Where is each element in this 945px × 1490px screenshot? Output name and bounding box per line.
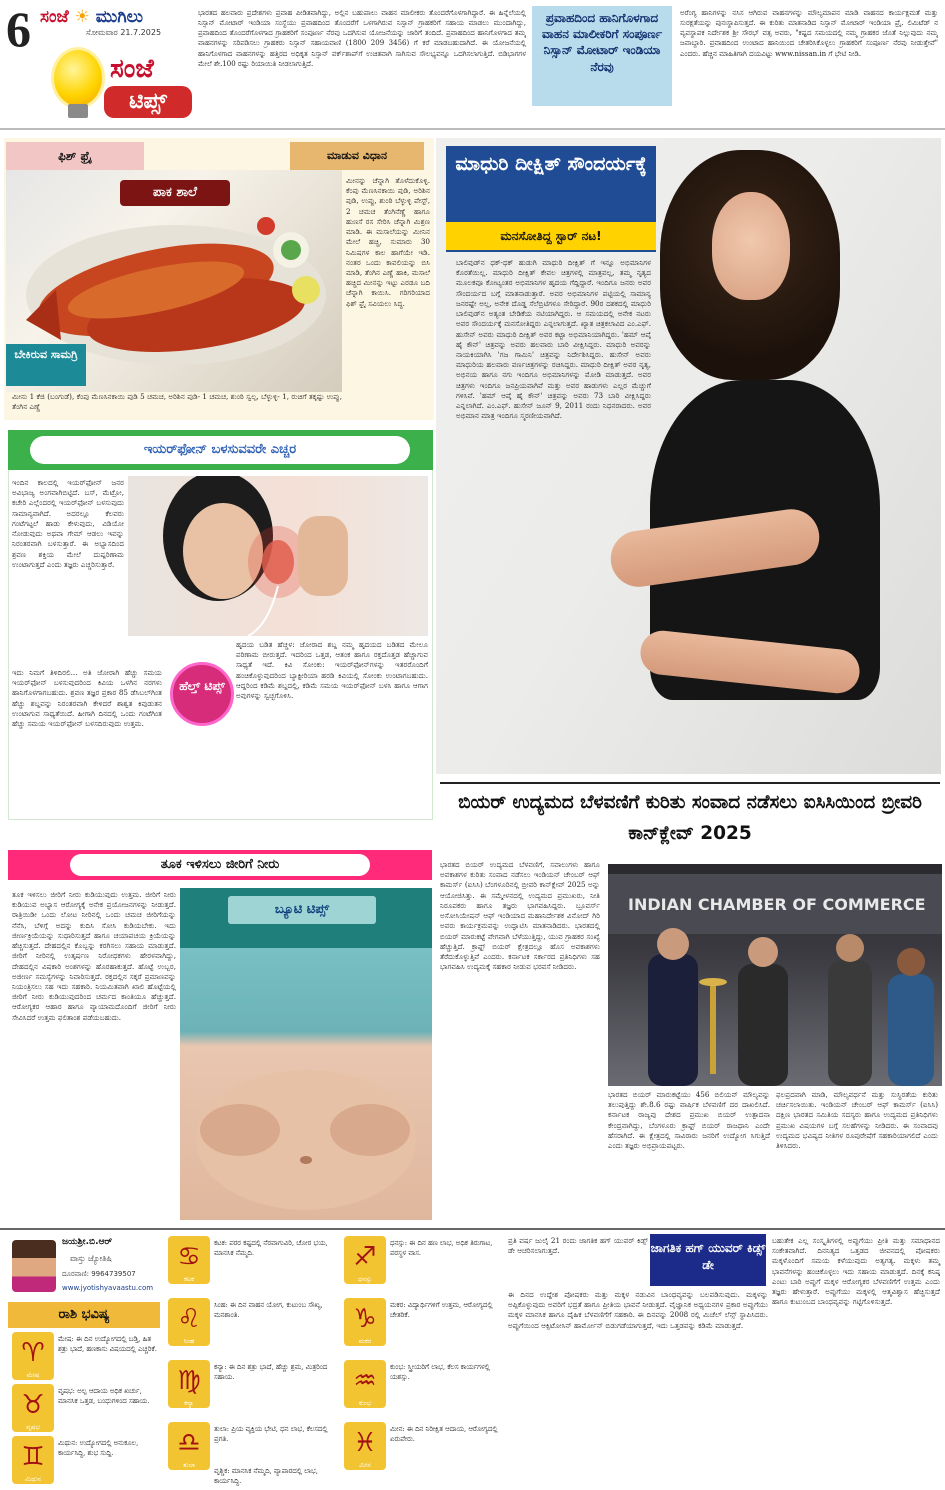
aries-forecast: ಮೇಷ: ಈ ದಿನ ಉದ್ಯೋಗದಲ್ಲಿ ಬಡ್ತಿ, ಹಿತ ಶತ್ರು ಭಾದೆ, ಹಣಕಾಸು ವಿಷಯದಲ್ಲಿ ಎಚ್ಚರಿಕೆ.	[58, 1335, 157, 1353]
madhuri-article-text: ಬಾಲಿವುಡ್‌ನ ಧಕ್-ಧಕ್ ಹುಡುಗಿ ಮಾಧುರಿ ದೀಕ್ಷಿತ್ ಗೆ ಇನ್ನೂ ಅಭಿಮಾನಿಗಳ ಕೊರತೆಯಿಲ್ಲ. ಮಾಧುರಿ ದೀಕ್ಷಿತ್ ಕೇವಲ ಚಿತ್ರಗಳಲ್ಲಿ ಮಾತ್ರವಲ್ಲ, ತಮ್ಮ ನೃತ್ಯದ ಮೂಲಕವೂ ಕೋಟ್ಯಂತರ ಅಭಿಮಾನಿಗಳ ಹೃದಯ ಗೆದ್ದಿದ್ದಾರೆ. ಇಂದಿಗೂ ಜನರು ಅವರ ಸೌಂದರ್ಯದ ಬಗ್ಗೆ ಮಾತನಾಡುತ್ತಾರೆ. ಅವರ ಅಭಿಮಾನಿಗಳ ಪಟ್ಟಿಯಲ್ಲಿ ಸಾಮಾನ್ಯ ಜನರಷ್ಟೇ ಅಲ್ಲ, ಅನೇಕ ದೊಡ್ಡ ಸೆಲೆಬ್ರಿಟಿಗಳೂ ಸೇರಿದ್ದಾರೆ. 90ರ ದಶಕದಲ್ಲಿ ಮಾಧುರಿ ಬಾಲಿವುಡ್‌ನ ಅತ್ಯಂತ ಬೇಡಿಕೆಯ ನಟಿಯಾಗಿದ್ದರು. ಆ ಸಮಯದಲ್ಲಿ ಅನೇಕ ನಟರು ಅವರ ಸೌಂದರ್ಯಕ್ಕೆ ಮನಸೋತಿದ್ದರು ಎನ್ನಲಾಗುತ್ತದೆ. ಖ್ಯಾತ ಚಿತ್ರಕಲಾವಿದ ಎಂ.ಎಫ್. ಹುಸೇನ್ ಅವರು ಮಾಧುರಿ ದೀಕ್ಷಿತ್ ಅವರ ಕಟ್ಟಾ ಅಭಿಮಾನಿಯಾಗಿದ್ದರು. 'ಹಮ್ ಆಪ್ಕೆ ಹೈ ಕೌನ್' ಚಿತ್ರವನ್ನು ಅವರು ಹಲವಾರು ಬಾರಿ ವೀಕ್ಷಿಸಿದ್ದರು. ಮಾಧುರಿ ಅವರನ್ನು ನಾಯಕಿಯಾಗಿಸಿ 'ಗಜ ಗಾಮಿನಿ' ಚಿತ್ರವನ್ನು ನಿರ್ದೇಶಿಸಿದ್ದರು. ಹುಸೇನ್ ಅವರು ಮಾಧುರಿಯ ಹಲವಾರು ವರ್ಣಚಿತ್ರಗಳನ್ನು ರಚಿಸಿದ್ದರು. ಮಾಧುರಿ ದೀಕ್ಷಿತ್ ಅವರ ನೃತ್ಯ, ಅಭಿನಯ ಹಾಗೂ ನಗು ಇಂದಿಗೂ ಅಭಿಮಾನಿಗಳನ್ನು ಮೋಡಿ ಮಾಡುತ್ತದೆ. ಅವರ ಚಿತ್ರಗಳು ಇಂದಿಗೂ ಜನಪ್ರಿಯವಾಗಿವೆ ಮತ್ತು ಅವರ ಹಾಡುಗಳು ಎಲ್ಲರ ಮೆಚ್ಚುಗೆ ಗಳಿಸಿವೆ. 'ಹಮ್ ಆಪ್ಕೆ ಹೈ ಕೌನ್' ಚಿತ್ರವನ್ನು ಅವರು 73 ಬಾರಿ ವೀಕ್ಷಿಸಿದ್ದರು ಎನ್ನಲಾಗಿದೆ. ಎಂ.ಎಫ್. ಹುಸೇನ್ ಜೂನ್ 9, 2011 ರಂದು ನಿಧನರಾದರು. ಅವರ ಅಭಿಮಾನ ಮಾತ್ರ ಇಂದಿಗೂ ಸ್ಮರಣೀಯವಾಗಿದೆ.	[456, 258, 651, 421]
aquarius-forecast: ಕುಂಭ: ಸ್ತ್ರೀಯರಿಗೆ ಲಾಭ, ಕೆಲಸ ಕಾರ್ಯಗಳಲ್ಲಿ ಯಶಸ್ಸು.	[390, 1363, 490, 1381]
taurus-sign-icon: ♉ ವೃಷಭ	[12, 1384, 54, 1432]
masthead-name-2: ಮುಗಿಲು	[95, 7, 144, 27]
lightbulb-base	[68, 104, 88, 118]
earphone-headline: ಇಯರ್‌ಫೋನ್ ಬಳಸುವವರೇ ಎಚ್ಚರ	[30, 436, 410, 464]
belly-fat-photo	[180, 930, 432, 1220]
hug-day-text-intro: ಪ್ರತಿ ವರ್ಷ ಜುಲೈ 21 ರಂದು ಜಾಗತಿಕ ಹಗ್ ಯುವರ್ ಕಿಡ್ಸ್ ಡೇ ಆಚರಿಸಲಾಗುತ್ತದೆ.	[508, 1236, 648, 1256]
recipe-ingredients-text: ಮೀನು 1 ಕೆಜಿ (ಬಂಗುಡೆ), ಕೆಂಪು ಮೆಣಸಿನಕಾಯಿ ಪುಡಿ 5 ಚಮಚ, ಅರಿಶಿನ ಪುಡಿ- 1 ಚಮಚ, ಶುಂಠಿ ಸ್ವಲ್ಪ, ಬೆಳ್ಳುಳ್ಳಿ- 1, ರುಚಿಗೆ ತಕ್ಕಷ್ಟು ಉಪ್ಪು, ತೆಂಗಿನ ಎಣ್ಣೆ	[12, 392, 342, 412]
astrologer-title: ವಾಸ್ತು ಜ್ಯೋತಿಷಿ	[70, 1254, 112, 1263]
conclave-photo	[608, 864, 942, 1086]
astrologer-phone: ದೂರವಾಣಿ: 9964739507	[62, 1270, 136, 1278]
recipe-method-title: ಮಾಡುವ ವಿಧಾನ	[290, 142, 424, 170]
aries-sign-icon: ♈ ಮೇಷ	[12, 1332, 54, 1380]
masthead-logo	[40, 6, 143, 29]
jeera-headline: ತೂಕ ಇಳಿಸಲು ಜೀರಿಗೆ ನೀರು	[70, 854, 370, 876]
jeera-text: ತೂಕ ಇಳಿಸಲು ಜೀರಿಗೆ ನೀರು ಕುಡಿಯುವುದು ಉತ್ತಮ. ಜೀರಿಗೆ ನೀರು ಕುಡಿಯುವ ಅಭ್ಯಾಸ ಆರೋಗ್ಯಕ್ಕೆ ಅನೇಕ ಪ್ರಯೋಜನಗಳನ್ನು ನೀಡುತ್ತದೆ. ರಾತ್ರಿಯಿಡೀ ಒಂದು ಲೋಟ ನೀರಿನಲ್ಲಿ ಒಂದು ಚಮಚ ಜೀರಿಗೆಯನ್ನು ನೆನೆಸಿ, ಬೆಳಿಗ್ಗೆ ಅದನ್ನು ಕುದಿಸಿ ಸೋಸಿ ಕುಡಿಯಬೇಕು. ಇದು ಜೀರ್ಣಕ್ರಿಯೆಯನ್ನು ಸುಧಾರಿಸುತ್ತದೆ ಹಾಗೂ ಚಯಾಪಚಯ ಕ್ರಿಯೆಯನ್ನು ಹೆಚ್ಚಿಸುತ್ತದೆ. ದೇಹದಲ್ಲಿನ ಕೊಬ್ಬನ್ನು ಕರಗಿಸಲು ಸಹಾಯ ಮಾಡುತ್ತದೆ. ಜೀರಿಗೆ ನೀರಿನಲ್ಲಿ ಉತ್ಕರ್ಷಣ ನಿರೋಧಕಗಳು ಹೇರಳವಾಗಿದ್ದು, ದೇಹದಲ್ಲಿನ ವಿಷಕಾರಿ ಅಂಶಗಳನ್ನು ಹೊರಹಾಕುತ್ತದೆ. ಹೊಟ್ಟೆ ಉಬ್ಬರ, ಅಜೀರ್ಣ ಸಮಸ್ಯೆಗಳನ್ನು ನಿವಾರಿಸುತ್ತದೆ. ರಕ್ತದಲ್ಲಿನ ಸಕ್ಕರೆ ಪ್ರಮಾಣವನ್ನು ನಿಯಂತ್ರಿಸಲು ಸಹ ಇದು ಸಹಕಾರಿ. ನಿಯಮಿತವಾಗಿ ಖಾಲಿ ಹೊಟ್ಟೆಯಲ್ಲಿ ಜೀರಿಗೆ ನೀರು ಕುಡಿಯುವುದರಿಂದ ಚರ್ಮದ ಕಾಂತಿಯೂ ಹೆಚ್ಚುತ್ತದೆ. ಆರೋಗ್ಯಕರ ಆಹಾರ ಹಾಗೂ ವ್ಯಾಯಾಮದೊಂದಿಗೆ ಜೀರಿಗೆ ನೀರು ಸೇವಿಸಿದರೆ ಉತ್ತಮ ಫಲಿತಾಂಶ ಪಡೆಯಬಹುದು.	[12, 890, 176, 1022]
issue-date: ಸೋಮವಾರ 21.7.2025	[86, 28, 162, 37]
sagittarius-forecast: ಧನಸ್ಸು: ಈ ದಿನ ಹಣ ಲಾಭ, ಅಧಿಕ ತಿರುಗಾಟ, ಪರಸ್ಥಳ ವಾಸ.	[390, 1239, 493, 1257]
astrologer-avatar	[12, 1240, 56, 1292]
leo-forecast: ಸಿಂಹ: ಈ ದಿನ ವಾಹನ ಯೋಗ, ಕುಟುಂಬ ಸೌಖ್ಯ, ಮನಶಾಂತಿ.	[214, 1301, 323, 1319]
sagittarius-sign-icon: ♐ ಧನಸ್ಸು	[344, 1236, 386, 1284]
photo-banner-text: INDIAN CHAMBER OF COMMERCE	[628, 895, 926, 914]
gemini-forecast: ಮಿಥುನ: ಉದ್ಯೋಗದಲ್ಲಿ ಅನುಕೂಲ, ಕಾರ್ಯಸಿದ್ಧಿ, ಶುಭ ಸುದ್ದಿ.	[58, 1439, 139, 1457]
beer-text-col3: ಫಲಪ್ರದವಾಗಿ ಮಾಡಿ, ಮೌಲ್ಯವರ್ಧನೆ ಮತ್ತು ಸುಸ್ಥಿರತೆಯ ಕುರಿತು ಚರ್ಚಿಸಲಾಯಿತು. ಇಂಡಿಯನ್ ಚೇಂಬರ್ ಆಫ್ ಕಾಮರ್ಸ್ (ಐಸಿಸಿ) ದಕ್ಷಿಣ ಭಾರತದ ಸಮಿತಿಯ ಸದಸ್ಯರು ಹಾಗೂ ಉದ್ಯಮದ ಪ್ರತಿನಿಧಿಗಳು ಪ್ರಮುಖ ವಿಷಯಗಳ ಬಗ್ಗೆ ಸಲಹೆಗಳನ್ನು ನೀಡಿದರು. ಈ ಸಂವಾದವು ಉದ್ಯಮದ ಭವಿಷ್ಯದ ನೀತಿಗಳ ರೂಪುರೇಷೆಗೆ ಸಹಕಾರಿಯಾಗಲಿದೆ ಎಂದು ತಿಳಿಸಿದರು.	[776, 1090, 938, 1151]
libra-forecast: ತುಲಾ: ಪ್ರಿಯ ವ್ಯಕ್ತಿಯ ಭೇಟಿ, ಧನ ಲಾಭ, ಕೆಲಸದಲ್ಲಿ ಪ್ರಗತಿ.	[214, 1425, 328, 1443]
photo-face	[712, 192, 790, 300]
capricorn-sign-icon: ♑ ಮಕರ	[344, 1298, 386, 1346]
aquarius-sign-icon: ♒ ಕುಂಭ	[344, 1360, 386, 1408]
virgo-forecast: ಕನ್ಯಾ: ಈ ದಿನ ಶತ್ರು ಭಾದೆ, ಹೆಚ್ಚು ಶ್ರಮ, ಮಿತ್ರರಿಂದ ಸಹಾಯ.	[214, 1363, 328, 1381]
lightbulb-icon	[54, 50, 102, 106]
virgo-sign-icon: ♍ ಕನ್ಯಾ	[168, 1360, 210, 1408]
ear-pain-photo	[128, 476, 428, 636]
beer-text-col1: ಭಾರತದ ಬಿಯರ್ ಉದ್ಯಮದ ಬೆಳವಣಿಗೆ, ಸವಾಲುಗಳು ಹಾಗೂ ಅವಕಾಶಗಳ ಕುರಿತು ಸಂವಾದ ನಡೆಸಲು ಇಂಡಿಯನ್ ಚೇಂಬರ್ ಆಫ್ ಕಾಮರ್ಸ್ (ಐಸಿಸಿ) ಬೆಂಗಳೂರಿನಲ್ಲಿ ಬ್ರೀವರಿ ಕಾನ್‌ಕ್ಲೇವ್ 2025 ಅನ್ನು ಆಯೋಜಿಸಿತ್ತು. ಈ ಸಮ್ಮೇಳನದಲ್ಲಿ ಉದ್ಯಮದ ಪ್ರಮುಖರು, ನೀತಿ ನಿರೂಪಕರು ಹಾಗೂ ತಜ್ಞರು ಭಾಗವಹಿಸಿದ್ದರು. ಬ್ರೂವರ್ಸ್ ಅಸೋಸಿಯೇಷನ್ ಆಫ್ ಇಂಡಿಯಾದ ಮಹಾನಿರ್ದೇಶಕ ವಿನೋದ್ ಗಿರಿ ಅವರು ಕಾರ್ಯಕ್ರಮವನ್ನು ಉದ್ಘಾಟಿಸಿ ಮಾತನಾಡಿದರು. ಭಾರತದಲ್ಲಿ ಬಿಯರ್ ಮಾರುಕಟ್ಟೆ ವೇಗವಾಗಿ ಬೆಳೆಯುತ್ತಿದ್ದು, ಯುವ ಗ್ರಾಹಕರ ಸಂಖ್ಯೆ ಹೆಚ್ಚುತ್ತಿದೆ. ಕ್ರಾಫ್ಟ್ ಬಿಯರ್ ಕ್ಷೇತ್ರದಲ್ಲೂ ಹೊಸ ಅವಕಾಶಗಳು ತೆರೆದುಕೊಳ್ಳುತ್ತಿವೆ ಎಂದರು. ಕರ್ನಾಟಕ ಸರ್ಕಾರದ ಪ್ರತಿನಿಧಿಗಳು ಸಹ ಭಾಗವಹಿಸಿ ಉದ್ಯಮಕ್ಕೆ ಸಹಕಾರ ನೀಡುವ ಭರವಸೆ ನೀಡಿದರು.	[440, 860, 600, 972]
earphone-text-col3: ಹೃದಯ ಬಡಿತ ಹೆಚ್ಚಳ: ಜೋರಾದ ಶಬ್ದ ನಮ್ಮ ಹೃದಯದ ಬಡಿತದ ಮೇಲೂ ಪರಿಣಾಮ ಬೀರುತ್ತದೆ. ಇದರಿಂದ ಒತ್ತಡ, ಆತಂಕ ಹಾಗೂ ರಕ್ತದೊತ್ತಡ ಹೆಚ್ಚಾಗುವ ಸಾಧ್ಯತೆ ಇದೆ. ಕಿವಿ ಸೋಂಕು: ಇಯರ್‌ಫೋನ್‌ಗಳನ್ನು ಇತರರೊಂದಿಗೆ ಹಂಚಿಕೊಳ್ಳುವುದರಿಂದ ಬ್ಯಾಕ್ಟೀರಿಯಾ ಹರಡಿ ಕಿವಿಯಲ್ಲಿ ಸೋಂಕು ಉಂಟಾಗಬಹುದು. ಆದ್ದರಿಂದ ಕಡಿಮೆ ಶಬ್ದದಲ್ಲಿ, ಕಡಿಮೆ ಸಮಯ ಇಯರ್‌ಫೋನ್ ಬಳಸಿ ಹಾಗೂ ಆಗಾಗ ಅವುಗಳನ್ನು ಸ್ವಚ್ಛಗೊಳಿಸಿ.	[236, 640, 428, 701]
horoscope-title: ರಾಶಿ ಭವಿಷ್ಯ	[8, 1302, 160, 1328]
ingredients-label: ಬೇಕಿರುವ ಸಾಮಗ್ರಿ	[6, 344, 86, 386]
hug-day-text-col2: ಬಹುತೇಕ ಎಲ್ಲ ಸಂಸ್ಕೃತಿಗಳಲ್ಲಿ ಅಪ್ಪುಗೆಯು ಪ್ರೀತಿ ಮತ್ತು ಸಮಾಧಾನದ ಸಂಕೇತವಾಗಿದೆ. ದಿನನಿತ್ಯದ ಒತ್ತಡದ ಜೀವನದಲ್ಲಿ ಪೋಷಕರು ಮಕ್ಕಳೊಂದಿಗೆ ಸಮಯ ಕಳೆಯುವುದು ಅತ್ಯಗತ್ಯ. ಮಕ್ಕಳು ತಮ್ಮ ಭಾವನೆಗಳನ್ನು ಹಂಚಿಕೊಳ್ಳಲು ಇದು ಸಹಾಯ ಮಾಡುತ್ತದೆ. ದಿನಕ್ಕೆ ಕನಿಷ್ಠ ಎಂಟು ಬಾರಿ ಅಪ್ಪುಗೆ ಮಕ್ಕಳ ಆರೋಗ್ಯಕರ ಬೆಳವಣಿಗೆಗೆ ಉತ್ತಮ ಎಂದು ತಜ್ಞರು ಹೇಳುತ್ತಾರೆ. ಅಪ್ಪುಗೆಯು ಮಕ್ಕಳಲ್ಲಿ ಆತ್ಮವಿಶ್ವಾಸ ಹೆಚ್ಚಿಸುತ್ತದೆ ಹಾಗೂ ಕುಟುಂಬದ ಬಾಂಧವ್ಯವನ್ನು ಗಟ್ಟಿಗೊಳಿಸುತ್ತದೆ.	[772, 1236, 940, 1307]
beer-headline: ಬಿಯರ್ ಉದ್ಯಮದ ಬೆಳವಣಿಗೆ ಕುರಿತು ಸಂವಾದ ನಡೆಸಲು ಐಸಿಸಿಯಿಂದ ಬ್ರೀವರಿ ಕಾನ್‌ಕ್ಲೇವ್ 2025	[458, 792, 922, 844]
sun-icon: ☀	[74, 7, 90, 27]
nissan-article-col1: ಭಾರತದ ಹಲವಾರು ಪ್ರದೇಶಗಳು ಪ್ರವಾಹ ಪೀಡಿತವಾಗಿದ್ದು, ಅಲ್ಲಿನ ಬಹುಪಾಲು ವಾಹನ ಮಾಲೀಕರು ತೊಂದರೆಗೊಳಗಾಗಿದ್ದಾರೆ. ಈ ಹಿನ್ನೆಲೆಯಲ್ಲಿ ನಿಸ್ಸಾನ್ ಮೋಟಾರ್ ಇಂಡಿಯಾ ಸಂಸ್ಥೆಯು ಪ್ರವಾಹದಿಂದ ತೊಂದರೆಗೆ ಒಳಗಾಗಿರುವ ನಿಸ್ಸಾನ್ ಗ್ರಾಹಕರಿಗೆ ಸಹಾಯ ಮಾಡಲು ಮುಂದಾಗಿದ್ದು, ಪ್ರವಾಹದಿಂದ ತೊಂದರೆಗೊಳಗಾದ ಗ್ರಾಹಕರಿಗೆ ಸಂಪೂರ್ಣ ನೆರವು ಒದಗಿಸುವ ಯೋಜನೆಯನ್ನು ಜಾರಿಗೆ ತಂದಿದೆ. ಪ್ರವಾಹದಿಂದ ಹಾನಿಗೊಳಗಾದ ತಮ್ಮ ವಾಹನಗಳನ್ನು ಸರಿಪಡಿಸಲು ಗ್ರಾಹಕರು ನಿಸ್ಸಾನ್ ಸಹಾಯವಾಣಿ (1800 209 3456) ಗೆ ಕರೆ ಮಾಡಬಹುದಾಗಿದೆ. ಈ ಯೋಜನೆಯಲ್ಲಿ ಹಾನಿಗೊಳಗಾದ ವಾಹನಗಳನ್ನು ಹತ್ತಿರದ ಅಧಿಕೃತ ನಿಸ್ಸಾನ್ ವರ್ಕ್‌ಶಾಪ್‌ಗೆ ಉಚಿತವಾಗಿ ಸಾಗಿಸುವ ಸೌಲಭ್ಯವನ್ನೂ ಒದಗಿಸಲಾಗುತ್ತಿದೆ. ಬಿಡಿಭಾಗಗಳ ಮೇಲೆ ಶೇ.100 ರಷ್ಟು ರಿಯಾಯಿತಿ ನೀಡಲಾಗುತ್ತಿದೆ.	[198, 9, 526, 68]
page-number: 6	[6, 1, 31, 57]
taurus-forecast: ವೃಷಭ: ಅಲ್ಪ ಆದಾಯ ಅಧಿಕ ಖರ್ಚು, ಮಾನಸಿಕ ಒತ್ತಡ, ಬಂಧುಗಳಿಂದ ಸಹಾಯ.	[58, 1387, 150, 1405]
masthead-name-1: ಸಂಜೆ	[40, 7, 69, 27]
capricorn-forecast: ಮಕರ: ವಿದ್ಯಾರ್ಥಿಗಳಿಗೆ ಉತ್ತಮ, ಆರೋಗ್ಯದಲ್ಲಿ ಚೇತರಿಕೆ.	[390, 1301, 493, 1319]
pisces-sign-icon: ♓ ಮೀನ	[344, 1422, 386, 1470]
earphone-text-col1: ಇಂದಿನ ಕಾಲದಲ್ಲಿ ಇಯರ್‌ಫೋನ್ ಜನರ ಅವಿಭಾಜ್ಯ ಅಂಗವಾಗಿಬಿಟ್ಟಿದೆ. ಬಸ್, ಮೆಟ್ರೋ, ಕಚೇರಿ ಎಲ್ಲೆಂದರಲ್ಲಿ ಇಯರ್‌ಫೋನ್ ಬಳಸುವುದು ಸಾಮಾನ್ಯವಾಗಿದೆ. ಅದರಲ್ಲೂ ಕೆಲವರು ಗಂಟೆಗಟ್ಟಲೆ ಹಾಡು ಕೇಳುವುದು, ವಿಡಿಯೋ ನೋಡುವುದು ಅಥವಾ ಗೇಮ್ ಆಡಲು ಇವನ್ನು ನಿರಂತರವಾಗಿ ಬಳಸುತ್ತಾರೆ. ಈ ಅಭ್ಯಾಸದಿಂದ ಶ್ರವಣ ಶಕ್ತಿಯ ಮೇಲೆ ದುಷ್ಪರಿಣಾಮ ಉಂಟಾಗುತ್ತದೆ ಎಂದು ತಜ್ಞರು ಎಚ್ಚರಿಸುತ್ತಾರೆ.	[12, 478, 124, 569]
beer-top-rule	[440, 782, 940, 784]
recipe-method-text: ಮೀನನ್ನು ಚೆನ್ನಾಗಿ ತೊಳೆದುಕೊಳ್ಳಿ. ಕೆಂಪು ಮೆಣಸಿನಕಾಯಿ ಪುಡಿ, ಅರಿಶಿನ ಪುಡಿ, ಉಪ್ಪು, ಶುಂಠಿ ಬೆಳ್ಳುಳ್ಳಿ ಪೇಸ್ಟ್, 2 ಚಮಚ ತೆಂಗಿನೆಣ್ಣೆ ಹಾಗೂ ಹುಣಸೆ ರಸ ಸೇರಿಸಿ ಚೆನ್ನಾಗಿ ಮಿಶ್ರಣ ಮಾಡಿ. ಈ ಮಸಾಲೆಯನ್ನು ಮೀನಿನ ಮೇಲೆ ಹಚ್ಚಿ, ಸುಮಾರು 30 ನಿಮಿಷಗಳ ಕಾಲ ಹಾಗೆಯೇ ಇಡಿ. ನಂತರ ಒಂದು ಕಾವಲಿಯನ್ನು ಬಿಸಿ ಮಾಡಿ, ತೆಂಗಿನ ಎಣ್ಣೆ ಹಾಕಿ, ಮಸಾಲೆ ಹಚ್ಚಿದ ಮೀನನ್ನು ಇಟ್ಟು ಎರಡೂ ಬದಿ ಚೆನ್ನಾಗಿ ಕಾಯಿಸಿ. ಗರಿಗರಿಯಾದ ಫಿಶ್ ಫ್ರೈ ಸವಿಯಲು ಸಿದ್ಧ.	[346, 176, 430, 308]
belly-illustration	[180, 930, 432, 1220]
cancer-sign-icon: ♋ ಕಟಕ	[168, 1236, 210, 1284]
madhuri-subheadline: ಮನಸೋತಿದ್ದ ಸ್ಟಾರ್ ನಟ!	[446, 222, 656, 250]
pisces-forecast: ಮೀನ: ಈ ದಿನ ನಿರೀಕ್ಷಿತ ಆದಾಯ, ಆರೋಗ್ಯದಲ್ಲಿ ಏರುಪೇರು.	[390, 1425, 498, 1443]
nissan-headline: ಪ್ರವಾಹದಿಂದ ಹಾನಿಗೊಳಗಾದ ವಾಹನ ಮಾಲೀಕರಿಗೆ ಸಂಪೂರ್ಣ ನಿಸ್ಸಾನ್ ಮೋಟಾರ್ ಇಂಡಿಯಾ ನೆರವು	[532, 6, 672, 106]
scorpio-forecast: ವೃಶ್ಚಿಕ: ಮಾನಸಿಕ ನೆಮ್ಮದಿ, ವ್ಯಾಪಾರದಲ್ಲಿ ಲಾಭ, ಕಾರ್ಯಸಿದ್ಧಿ.	[214, 1467, 318, 1485]
section-title-sanje: ಸಂಜೆ	[110, 54, 154, 84]
section-title-tips: ಟಿಪ್ಸ್	[104, 86, 192, 118]
gemini-sign-icon: ♊ ಮಿಥುನ	[12, 1436, 54, 1484]
conclave-illustration	[608, 864, 942, 1086]
earphone-text-col2: ಇದು ನಿಮಗೆ ತಿಳಿದಿರಲಿ... ಅತಿ ಜೋರಾಗಿ ಹೆಚ್ಚು ಸಮಯ ಇಯರ್‌ಫೋನ್ ಬಳಸುವುದರಿಂದ ಕಿವಿಯ ಒಳಗಿನ ನರಗಳು ಹಾನಿಗೊಳಗಾಗಬಹುದು. ಶ್ರವಣ ತಜ್ಞರ ಪ್ರಕಾರ 85 ಡೆಸಿಬಲ್‌ಗಿಂತ ಹೆಚ್ಚು ಶಬ್ದವನ್ನು ನಿರಂತರವಾಗಿ ಕೇಳಿದರೆ ಶಾಶ್ವತ ಕಿವುಡುತನ ಉಂಟಾಗುವ ಸಾಧ್ಯತೆಯಿದೆ. ಹೀಗಾಗಿ ದಿನದಲ್ಲಿ ಒಂದು ಗಂಟೆಗಿಂತ ಹೆಚ್ಚು ಸಮಯ ಇಯರ್‌ಫೋನ್ ಬಳಸದಿರುವುದು ಉತ್ತಮ.	[12, 668, 162, 729]
header-divider	[0, 128, 945, 130]
astrologer-name: ಜಯಶ್ರೀ.ಬಿ.ಆರ್	[62, 1237, 113, 1247]
horoscope-divider	[0, 1228, 945, 1230]
libra-sign-icon: ♎ ತುಲಾ	[168, 1422, 210, 1470]
hug-day-text-col1: ಈ ದಿನದ ಉದ್ದೇಶ ಪೋಷಕರು ಮತ್ತು ಮಕ್ಕಳ ನಡುವಿನ ಬಾಂಧವ್ಯವನ್ನು ಬಲಪಡಿಸುವುದು. ಮಕ್ಕಳನ್ನು ಅಪ್ಪಿಕೊಳ್ಳುವುದು ಅವರಿಗೆ ಭದ್ರತೆ ಹಾಗೂ ಪ್ರೀತಿಯ ಭಾವನೆ ನೀಡುತ್ತದೆ. ವೈಜ್ಞಾನಿಕ ಅಧ್ಯಯನಗಳ ಪ್ರಕಾರ ಅಪ್ಪುಗೆಯು ಮಕ್ಕಳ ಮಾನಸಿಕ ಹಾಗೂ ದೈಹಿಕ ಬೆಳವಣಿಗೆಗೆ ಸಹಕಾರಿ. ಈ ದಿನವನ್ನು 2008 ರಲ್ಲಿ ಮಿಚೆಲ್ ಲೆನ್ಸ್ ಸ್ಥಾಪಿಸಿದರು. ಅಪ್ಪುಗೆಯಿಂದ ಆಕ್ಸಿಟೋಸಿನ್ ಹಾರ್ಮೋನ್ ಬಿಡುಗಡೆಯಾಗುತ್ತದೆ, ಇದು ಒತ್ತಡವನ್ನು ಕಡಿಮೆ ಮಾಡುತ್ತದೆ.	[508, 1290, 768, 1330]
cancer-forecast: ಕಟಕ: ಪರರ ಕಷ್ಟದಲ್ಲಿ ನೆರವಾಗುವಿರಿ, ಚೋರ ಭಯ, ಮಾನಸಿಕ ನೆಮ್ಮದಿ.	[214, 1239, 328, 1257]
astrologer-website[interactable]: www.jyotishyavaastu.com	[62, 1284, 154, 1292]
beauty-tips-badge: ಬ್ಯೂಟಿ ಟಿಪ್ಸ್	[228, 896, 376, 924]
leo-sign-icon: ♌ ಸಿಂಹ	[168, 1298, 210, 1346]
madhuri-headline: ಮಾಧುರಿ ದೀಕ್ಷಿತ್ ಸೌಂದರ್ಯಕ್ಕೆ	[446, 146, 656, 252]
hug-day-headline: ಜಾಗತಿಕ ಹಗ್ ಯುವರ್ ಕಿಡ್ಸ್ ಡೇ	[650, 1234, 766, 1286]
nissan-article-col2: ಅರೆಂಗ್ಯ ಹಾನಿಗಳನ್ನು ನಸಿಸ ಆಗಿರುವ ವಾಹನಗಳನ್ನು ಮೌಲ್ಯಮಾಪನ ಮಾಡಿ ವಾಹನದ ಕಾರ್ಯಕ್ಷಮತೆ ಮತ್ತು ಸುರಕ್ಷತೆಯನ್ನು ಪುನಃಸ್ಥಾಪಿಸುತ್ತದೆ. ಈ ಕುರಿತು ಮಾತನಾಡಿದ ನಿಸ್ಸಾನ್ ಮೋಟಾರ್ ಇಂಡಿಯಾ ಪ್ರೈ. ಲಿಮಿಟೆಡ್ ನ ವ್ಯವಸ್ಥಾಪಕ ನಿರ್ದೇಶಕ ಶ್ರೀ ಸೌರಭ್ ವತ್ಸ ಅವರು, "ಕಷ್ಟದ ಸಮಯದಲ್ಲಿ ನಮ್ಮ ಗ್ರಾಹಕರ ಜೊತೆ ನಿಲ್ಲುವುದು ನಮ್ಮ ಜವಾಬ್ದಾರಿ. ಪ್ರವಾಹದಿಂದ ಉಂಟಾದ ಹಾನಿಯಿಂದ ಚೇತರಿಸಿಕೊಳ್ಳಲು ಗ್ರಾಹಕರಿಗೆ ಸಂಪೂರ್ಣ ನೆರವು ನೀಡುತ್ತೇವೆ" ಎಂದರು. ಹೆಚ್ಚಿನ ಮಾಹಿತಿಗಾಗಿ ದಯವಿಟ್ಟು www.nissan.in ಗೆ ಭೇಟಿ ನೀಡಿ.	[680, 9, 938, 58]
recipe-badge: ಪಾಕ ಶಾಲೆ	[120, 180, 230, 206]
ear-pain-illustration	[128, 476, 428, 636]
beer-text-col2: ಭಾರತದ ಬಿಯರ್ ಮಾರುಕಟ್ಟೆಯು 456 ಬಿಲಿಯನ್ ಮೌಲ್ಯವನ್ನು ತಲುಪುತ್ತಿದ್ದು ಶೇ.8.6 ರಷ್ಟು ವಾರ್ಷಿಕ ಬೆಳವಣಿಗೆ ದರ ದಾಖಲಿಸಿದೆ. ಕರ್ನಾಟಕ ರಾಜ್ಯವು ದೇಶದ ಪ್ರಮುಖ ಬಿಯರ್ ಉತ್ಪಾದನಾ ಕೇಂದ್ರವಾಗಿದ್ದು, ಬೆಂಗಳೂರು ಕ್ರಾಫ್ಟ್ ಬಿಯರ್ ರಾಜಧಾನಿ ಎಂದೇ ಹೆಸರಾಗಿದೆ. ಈ ಕ್ಷೇತ್ರದಲ್ಲಿ ಸಾವಿರಾರು ಜನರಿಗೆ ಉದ್ಯೋಗ ಸಿಗುತ್ತಿದೆ ಎಂದು ತಜ್ಞರು ಅಭಿಪ್ರಾಯಪಟ್ಟರು.	[608, 1090, 770, 1151]
recipe-title: ಫಿಶ್ ಫ್ರೈ	[6, 142, 144, 170]
health-tips-badge: ಹೆಲ್ತ್ ಟಿಪ್ಸ್	[170, 662, 234, 726]
